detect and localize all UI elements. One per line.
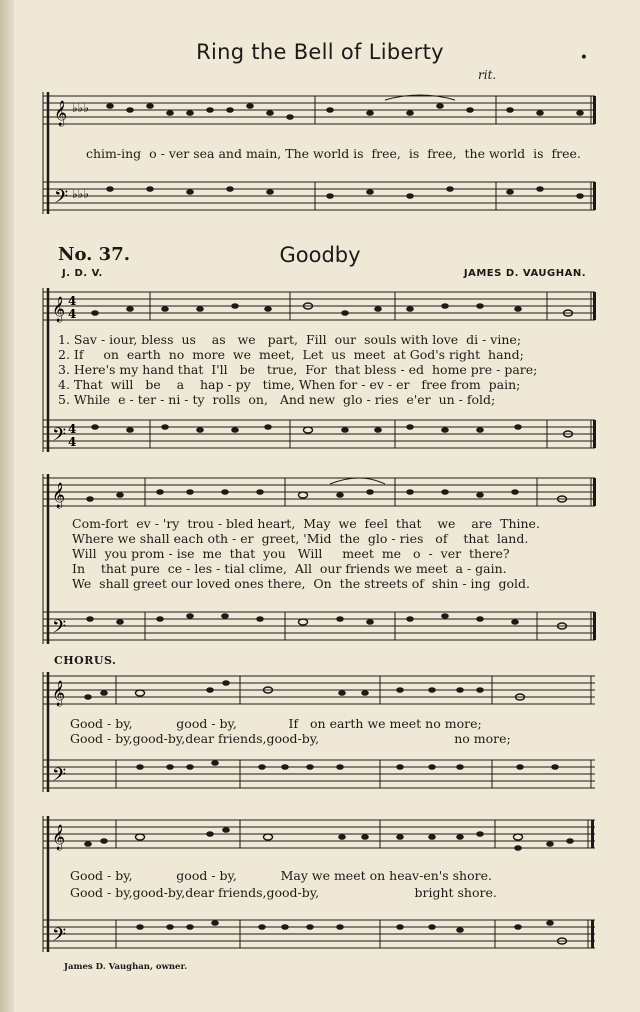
verse-5-line-1: 5. While e - ter - ni - ty rolls on, And new glo - ries e'er un - fold; <box>58 392 496 407</box>
lyricist-credit: J. D. V. <box>62 268 103 279</box>
print-mark: • <box>579 50 588 66</box>
verse-4-line-1: 4. That will be a hap - py time, When for - ev - er free from pain; <box>58 377 521 392</box>
svg-text:4: 4 <box>68 307 77 321</box>
verse-3-line-1: 3. Here's my hand that I'll be true, For that bless - ed home pre - pare; <box>58 362 538 377</box>
svg-text:4: 4 <box>68 294 77 308</box>
chorus-2-bass-lyric: Good - by,good-by,dear friends,good-by, bright shore. <box>70 885 497 900</box>
chorus-1-bass-lyric: Good - by,good-by,dear friends,good-by, no more; <box>70 731 511 746</box>
verse-3-line-2: Will you prom - ise me that you Will meet me o - ver there? <box>72 546 510 561</box>
svg-text:𝄢: 𝄢 <box>54 187 69 212</box>
song-number: No. 37. <box>58 244 130 265</box>
svg-text:𝄞: 𝄞 <box>52 825 66 850</box>
verse-2-line-2: Where we shall each oth - er greet, 'Mid the glo - ries of that land. <box>72 531 529 546</box>
copyright-owner: James D. Vaughan, owner. <box>64 962 188 972</box>
svg-text:𝄢: 𝄢 <box>52 617 67 642</box>
svg-text:♭♭♭: ♭♭♭ <box>72 187 89 201</box>
svg-text:♭♭♭: ♭♭♭ <box>72 101 89 115</box>
svg-text:𝄢: 𝄢 <box>52 425 67 450</box>
binding-gutter <box>0 0 14 1012</box>
song-title: Goodby <box>279 243 361 267</box>
verse-1-line-2: Com-fort ev - 'ry trou - bled heart, May we feel that we are Thine. <box>72 516 540 531</box>
svg-text:4: 4 <box>68 435 77 449</box>
prev-song-lyric: chim-ing o - ver sea and main, The world is free, is free, the world is free. <box>86 146 581 161</box>
prev-song-title: Ring the Bell of Liberty <box>196 40 444 64</box>
chorus-2-soprano-lyric: Good - by, good - by, May we meet on heav-en's shore. <box>70 868 492 883</box>
svg-text:𝄞: 𝄞 <box>54 101 68 126</box>
svg-text:𝄢: 𝄢 <box>52 925 67 950</box>
verse-4-line-2: In that pure ce - les - tial clime, All our friends we meet a - gain. <box>72 561 507 576</box>
svg-text:𝄢: 𝄢 <box>52 765 67 790</box>
verse-1-line-1: 1. Sav - iour, bless us as we part, Fill our souls with love di - vine; <box>58 332 522 347</box>
svg-text:4: 4 <box>68 422 77 436</box>
verse-2-line-1: 2. If on earth no more we meet, Let us meet at God's right hand; <box>58 347 524 362</box>
tempo-mark: rit. <box>478 68 497 82</box>
chorus-1-soprano-lyric: Good - by, good - by, If on earth we meet no more; <box>70 716 482 731</box>
svg-text:𝄞: 𝄞 <box>52 681 66 706</box>
verse-5-line-2: We shall greet our loved ones there, On the streets of shin - ing gold. <box>72 576 531 591</box>
svg-text:𝄞: 𝄞 <box>52 483 66 508</box>
svg-text:𝄞: 𝄞 <box>52 297 66 322</box>
chorus-label: CHORUS. <box>54 654 117 667</box>
composer-credit: JAMES D. VAUGHAN. <box>463 268 586 279</box>
